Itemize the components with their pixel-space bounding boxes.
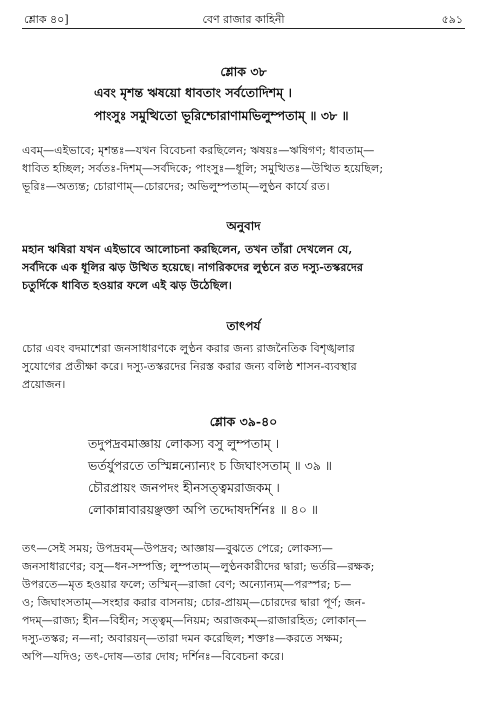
translation-text: [22, 240, 465, 294]
purport-line: প্রয়োজন।: [22, 378, 66, 391]
running-header: [22, 10, 465, 29]
purport-line: সুযোগের প্রতীক্ষা করে। দস্যু-তস্করদের নিরস্ত করার জন্য বলিষ্ঠ শাসন-ব্যবস্থার: [22, 360, 357, 373]
verse-39-40-line-3: চৌরপ্রায়ং জনপদং হীনসত্ত্বমরাজকম্ ।: [88, 480, 280, 495]
synonyms-38-line: এবম্—এইভাবে; মৃশন্তঃ—যখন বিবেচনা করছিলেন; ঋষয়ঃ—ঋষিগণ; ধাবতাম্—: [22, 144, 375, 157]
verse-39-40-heading: শ্লোক ৩৯-৪০: [209, 414, 278, 429]
verse-39-40-line-4: লোকান্নাবারয়ঞ্ছক্তা অপি তদ্দোষদর্শিনঃ ॥ ৪০ ॥: [88, 502, 318, 517]
verse-38-heading: শ্লোক ৩৮: [220, 64, 267, 79]
synonyms-39-40: [22, 540, 465, 666]
header-page-number: ৫৯১: [441, 13, 463, 26]
translation-line: সর্বদিকে এক ধূলির ঝড় উত্থিত হয়েছে। নাগরিকদের লুণ্ঠনে রত দস্যু-তস্করদের: [22, 260, 364, 274]
translation-line: মহান ঋষিরা যখন এইভাবে আলোচনা করছিলেন, তখন তাঁরা দেখলেন যে,: [22, 242, 353, 256]
synonyms-39-40-line: জনসাধারণের; বসু—ধন-সম্পত্তি; লুম্পতাম্—লুণ্ঠনকারীদের দ্বারা; ভর্তরি—রক্ষক;: [22, 560, 375, 573]
synonyms-38-line: ভূরিঃ—অত্যন্ত; চোরাণাম্—চোরদের; অভিলুম্পতাম্—লুণ্ঠন কার্যে রত।: [22, 180, 330, 193]
synonyms-38-line: ধাবিত হচ্ছিল; সর্বতঃ-দিশম্—সর্বদিকে; পাংসুঃ—ধূলি; সমুত্থিতঃ—উত্থিত হয়েছিল;: [22, 162, 384, 175]
header-verse-range: শ্লোক ৪০]: [24, 13, 69, 26]
verse-38-line-2: পাংসুঃ সমুত্থিতো ভূরিশ্চোরাণামভিলুম্পতাম্ ॥ ৩৮ ॥: [94, 108, 349, 123]
verse-38-line-1: এবং মৃশন্ত ঋষয়ো ধাবতাং সর্বতোদিশম্ ।: [94, 85, 292, 100]
purport-line: চোর এবং বদমাশেরা জনসাধারণকে লুণ্ঠন করার জন্য রাজনৈতিক বিশৃঙ্খলার: [22, 342, 355, 355]
header-chapter-title: বেণ রাজার কাহিনী: [202, 13, 285, 26]
translation-heading: অনুবাদ: [226, 219, 261, 233]
synonyms-39-40-line: তৎ—সেই সময়; উপদ্রবম্—উপদ্রব; আজ্ঞায়—বুঝতে পেরে; লোকস্য—: [22, 542, 333, 555]
synonyms-39-40-line: অপি—যদিও; তৎ-দোষ—তার দোষ; দর্শিনঃ—বিবেচনা করে।: [22, 650, 285, 663]
synonyms-39-40-line: ও; জিঘাংসতাম্—সংহার করার বাসনায়; চোর-প্রায়ম্—চোরদের দ্বারা পূর্ণ; জন-: [22, 596, 366, 609]
purport-heading: তাৎপর্য: [226, 319, 261, 333]
synonyms-39-40-line: দস্যু-তস্কর; ন—না; অবারয়ন্—তারা দমন করেছিল; শক্তাঃ—করতে সক্ষম;: [22, 632, 343, 645]
verse-39-40-line-1: তদুপদ্রবমাজ্ঞায় লোকস্য বসু লুম্পতাম্ ।: [88, 436, 280, 451]
translation-line: চতুর্দিকে ধাবিত হওয়ার ফলে এই ঝড় উঠেছিল।: [22, 278, 232, 292]
purport-text: [22, 340, 465, 394]
synonyms-39-40-line: উপরতে—মৃত হওয়ার ফলে; তস্মিন্—রাজা বেণ; অন্যোন্যম্—পরস্পর; চ—: [22, 578, 352, 591]
synonyms-39-40-line: পদম্—রাজ্য; হীন—বিহীন; সত্ত্বম্—নিয়ম; অরাজকম্—রাজারহিত; লোকান্—: [22, 614, 367, 627]
synonyms-38: [22, 142, 465, 196]
verse-39-40-line-2: ভর্তর্যুপরতে তস্মিন্নন্যোন্যং চ জিঘাংসতাম্ ॥ ৩৯ ॥: [88, 458, 332, 473]
